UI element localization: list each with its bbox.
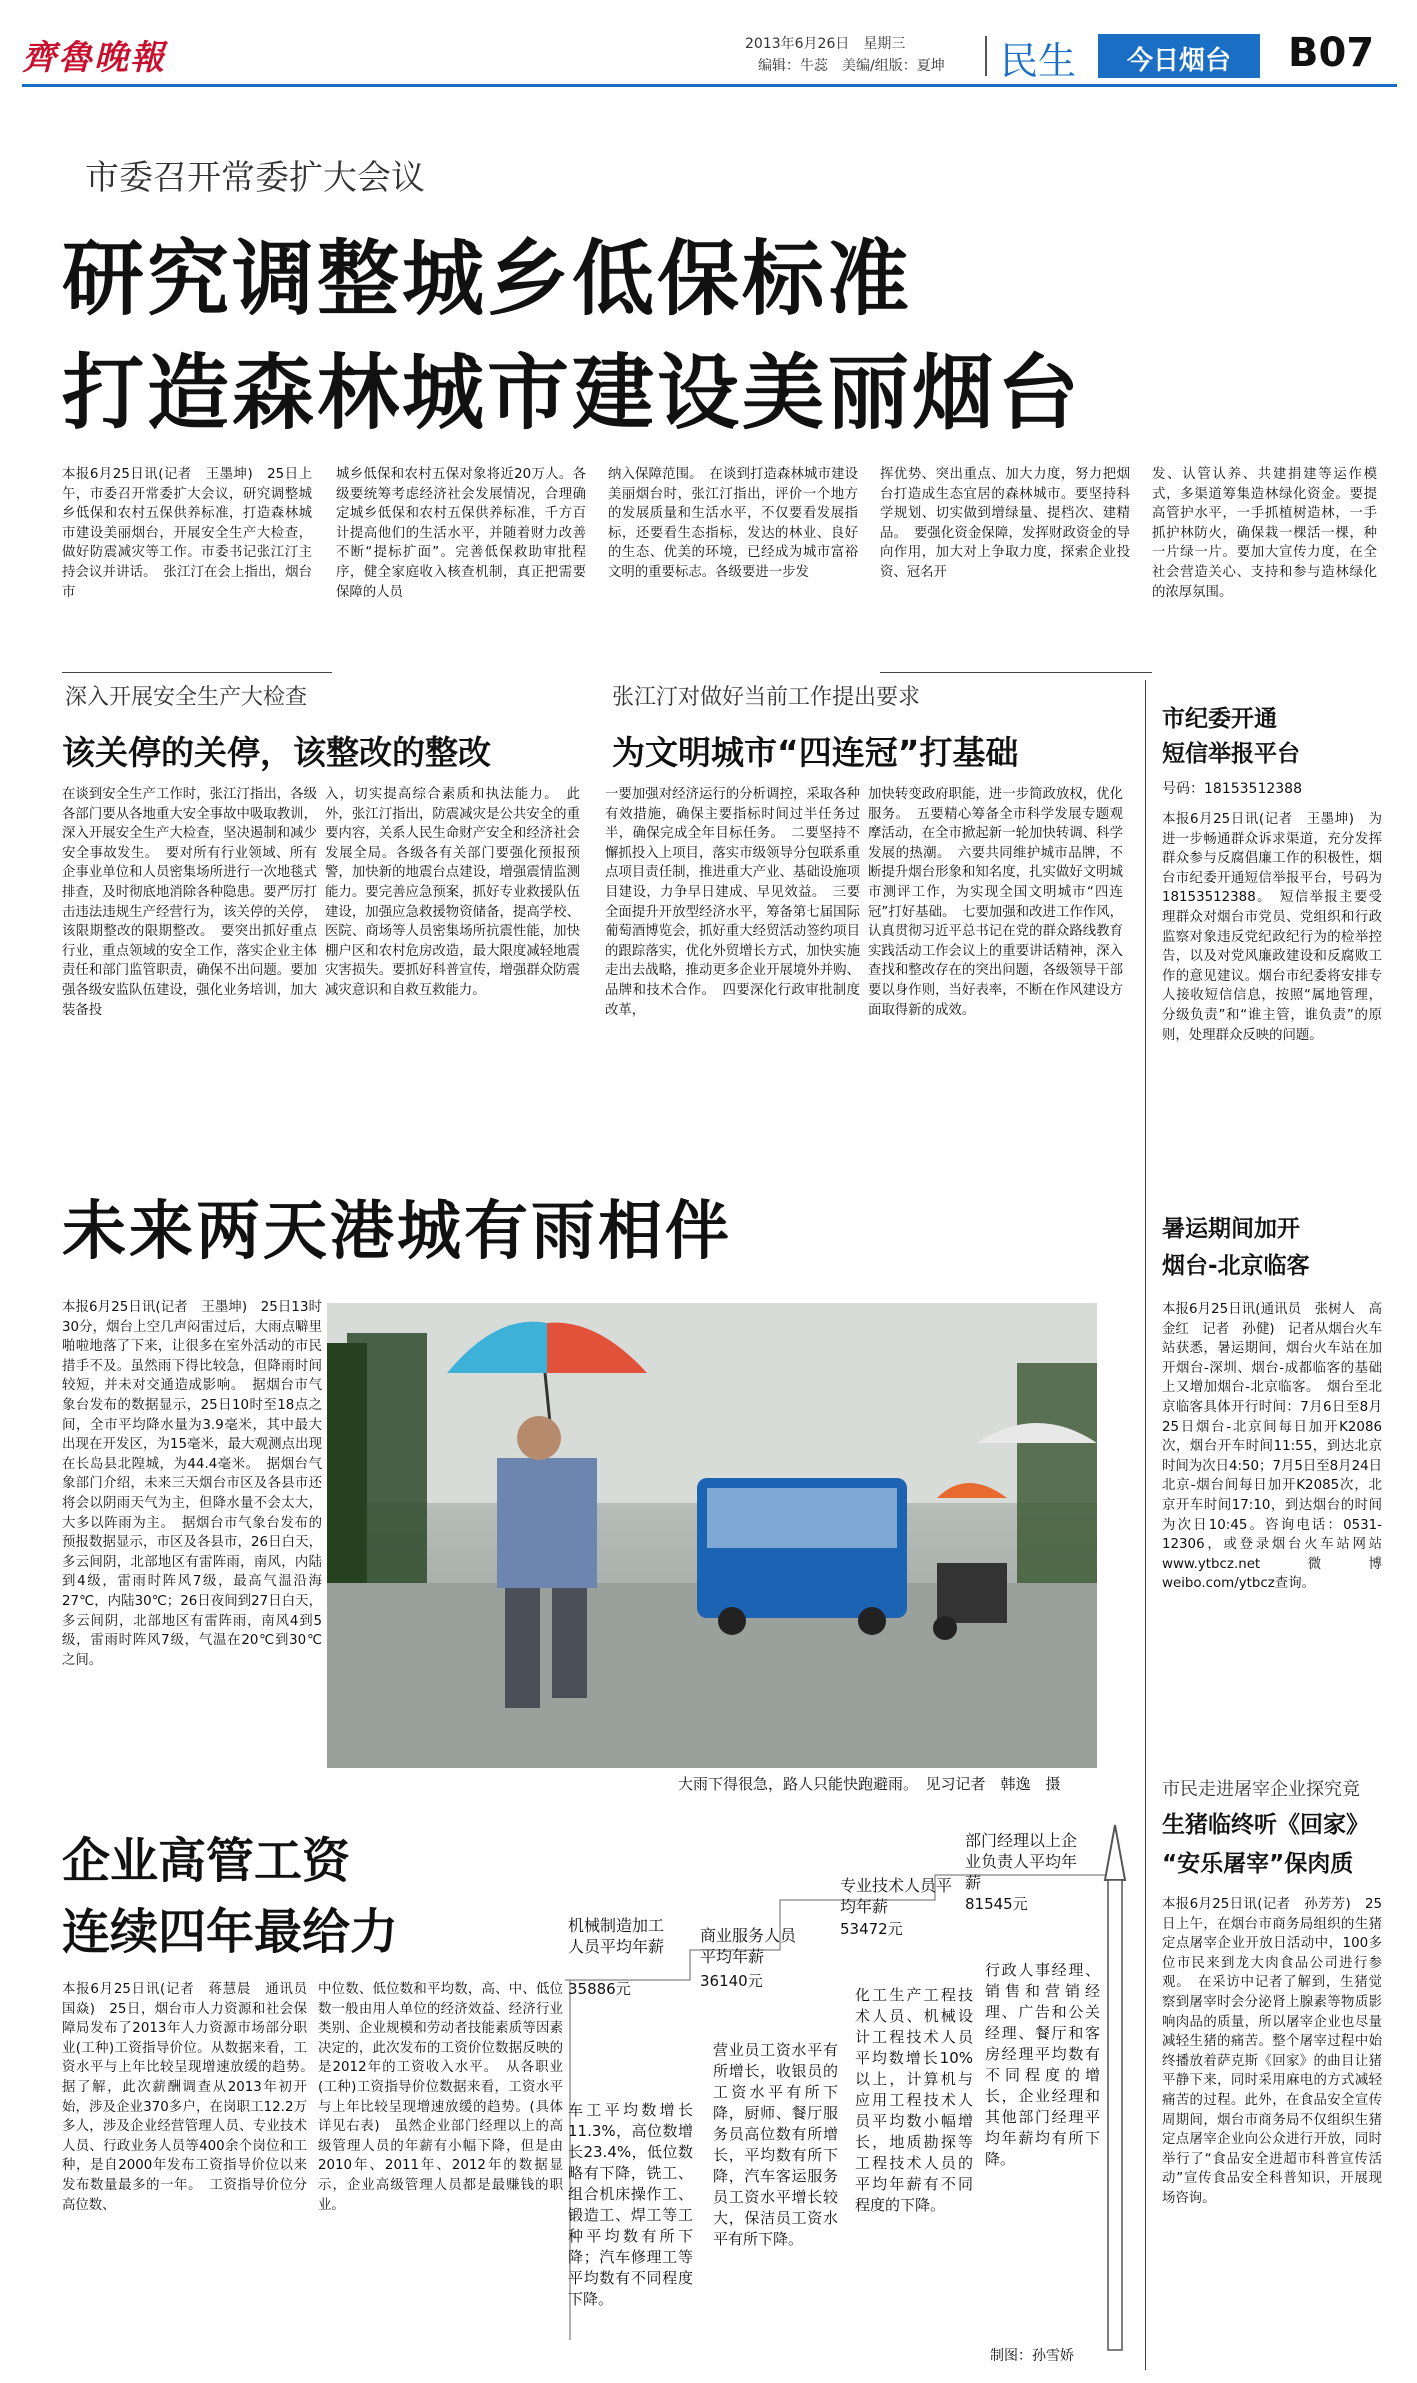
- lead-headline-line2: 打造森林城市建设美丽烟台: [62, 346, 1083, 441]
- side1-title-line1: 市纪委开通: [1162, 706, 1277, 732]
- step1-value: 35886元: [568, 1980, 631, 1998]
- lead-col-2: 城乡低保和农村五保对象将近20万人。各级要统筹考虑经济社会发展情况，合理确定城乡低保和农村五保供养标准，千方百计提高他们的生活水平，并随着财力改善不断“提标扩面”。完善低保救助审批程序，健全家庭收入核查机制，真正把需要保障的人员: [336, 467, 586, 600]
- rule-left: [62, 672, 332, 673]
- step4-title: 部门经理以上企业负责人平均年薪: [965, 1831, 1078, 1892]
- step4-desc: 行政人事经理、销售和营销经理、广告和公关经理、餐厅和客房经理平均数有不同程度的增长，企业经理和其他部门经理平均年薪均有所下降。: [985, 1961, 1100, 2168]
- salary-col-2: 中位数、低位数和平均数，高、中、低位数一般由用人单位的经济效益、经济行业类别、企业规模和劳动者技能素质等因素决定的，此次发布的工资价位数据反映的是2012年的工资收入水平。 从各职业(工种)工资指导价位数据来看，工资水平与上年比较呈现增速放缓的趋势。(具体详见右表) 虽然企业部门经理以上的高级管理人员的年薪有小幅下降，但是由2010年、2011年、2012年的数据显示，企业高级管理人员都是最赚钱的职业。: [318, 1982, 563, 2213]
- salary-headline-line2: 连续四年最给力: [62, 1904, 399, 1960]
- rule-right: [880, 672, 1152, 673]
- step3-value: 53472元: [840, 1920, 903, 1938]
- lead-col-4: 挥优势、突出重点、加大力度，努力把烟台打造成生态宜居的森林城市。要坚持科学规划、切实做到增绿量、提档次、建精品。 要强化资金保障，发挥财政资金的导向作用，加大对上争取力度，探索企业投资、冠名开: [880, 467, 1130, 580]
- rain-headline: 未来两天港城有雨相伴: [62, 1195, 732, 1269]
- step2-desc: 营业员工资水平有所增长，收银员的工资水平有所下降，厨师、餐厅服务员高位数有所增长，平均数有所下降，汽车客运服务员工资水平增长较大，保洁员工资水平有所下降。: [713, 2041, 838, 2248]
- side2-title-line1: 暑运期间加开: [1162, 1216, 1300, 1242]
- side2-title-line2: 烟台-北京临客: [1162, 1253, 1310, 1279]
- side3-title-line1: 生猪临终听《回家》: [1162, 1812, 1369, 1838]
- lead-headline-line1: 研究调整城乡低保标准: [62, 232, 913, 327]
- side3-title-line2: “安乐屠宰”保肉质: [1162, 1851, 1354, 1877]
- lead-col-5: 发、认管认养、共建捐建等运作模式，多渠道筹集造林绿化资金。要提高管护水平，一手抓植树造林，一手抓护林防火，确保栽一棵活一棵，种一片绿一片。要加大宣传力度，在全社会营造关心、支持和参与造林绿化的浓厚氛围。: [1152, 467, 1377, 600]
- editor-credits: 编辑：牛蕊 美编/组版：夏坤: [758, 58, 945, 74]
- safety-col-1: 在谈到安全生产工作时，张江汀指出，各级各部门要从各地重大安全事故中吸取教训，深入开展安全生产大检查，坚决遏制和减少安全事故发生。 要对所有行业领域、所有企事业单位和人员密集场所进行一次地毯式排查，及时彻底地消除各种隐患。要严厉打击违法违规生产经营行为，该关停的关停，该限期整改的限期整改。 要突出抓好重点行业，重点领域的安全工作，落实企业主体责任和部门监管职责，确保不出问题。要加强各级安监队伍建设，强化业务培训，加大装备投: [62, 787, 317, 1018]
- chart-credit: 制图：孙雪娇: [990, 2348, 1074, 2364]
- lead-col-3: 纳入保障范围。 在谈到打造森林城市建设美丽烟台时，张江汀指出，评价一个地方的发展质量和生活水平，不仅要看发展指标，还要看生态指标，发达的林业、良好的生态、优美的环境，已经成为城市富裕文明的重要标志。各级要进一步发: [608, 467, 858, 580]
- safety-col-2: 入，切实提高综合素质和执法能力。 此外，张江汀指出，防震减灾是公共安全的重要内容，关系人民生命财产安全和经济社会发展全局。各级各有关部门要强化预报预警，加快新的地震台点建设，增强震情监测能力。要完善应急预案，抓好专业救援队伍建设，加强应急救援物资储备，提高学校、医院、商场等人员密集场所抗震性能，加快棚户区和农村危房改造，最大限度减轻地震灾害损失。要抓好科普宣传，增强群众防震减灾意识和自救互救能力。: [325, 787, 580, 998]
- salary-headline-line1: 企业高管工资: [62, 1833, 351, 1889]
- rain-photo-caption: 大雨下得很急，路人只能快跑避雨。 见习记者 韩逸 摄: [678, 1775, 1061, 1793]
- step2-title: 商业服务人员平均年薪: [700, 1926, 797, 1966]
- safety-kicker: 深入开展安全生产大检查: [65, 685, 308, 710]
- masthead-divider: [985, 36, 987, 76]
- safety-headline: 该关停的关停，该整改的整改: [62, 733, 491, 772]
- region-tag-label: 今日烟台: [1126, 46, 1231, 76]
- civil-headline: 为文明城市“四连冠”打基础: [612, 733, 1019, 772]
- rain-photo: [327, 1303, 1097, 1768]
- issue-date: 2013年6月26日 星期三: [745, 36, 906, 52]
- step1-title: 机械制造加工人员平均年薪: [568, 1916, 665, 1956]
- step4-value: 81545元: [965, 1895, 1028, 1913]
- side1-body: 本报6月25日讯(记者 王墨坤) 为进一步畅通群众诉求渠道，充分发挥群众参与反腐倡廉工作的积极性，烟台市纪委开通短信举报平台，号码为18153512388。 短信举报主要受理群众对烟台市党员、党组织和行政监察对象违反党纪政纪行为的检举控告，以及对党风廉政建设和反腐败工作的意见建议。烟台市纪委将安排专人接收短信信息，按照“属地管理，分级负责”和“谁主管，谁负责”的原则，处理群众反映的问题。: [1162, 812, 1382, 1043]
- section-name: 民生: [1000, 39, 1077, 83]
- civil-col-1: 一要加强对经济运行的分析调控，采取各种有效措施，确保主要指标时间过半任务过半，确保完成全年目标任务。 二要坚持不懈抓投入上项目，落实市级领导分包联系重点项目责任制，推进重大产业、基础设施项目建设，力争早日建成、早见效益。 三要全面提升开放型经济水平，筹备第七届国际葡萄酒博览会，抓好重大经贸活动签约项目的跟踪落实，优化外贸增长方式，加快实施走出去战略，推动更多企业开展境外并购、品牌和技术合作。 四要深化行政审批制度改革，: [605, 787, 860, 1018]
- step3-title: 专业技术人员平均年薪: [840, 1876, 953, 1916]
- salary-col-1: 本报6月25日讯(记者 蒋慧晨 通讯员 国焱) 25日，烟台市人力资源和社会保障局发布了2013年人力资源市场部分职业(工种)工资指导价位。从数据来看，工资水平与上年比较呈现增速放缓的趋势。 据了解，此次薪酬调查从2013年初开始，涉及企业370多户，在岗职工12.2万多人，涉及企业经营管理人员、专业技术人员、行政业务人员等400余个岗位和工种，是自2000年发布工资指导价位以来发布数量最多的一年。 工资指导价位分高位数、: [62, 1982, 321, 2213]
- side1-number: 号码：18153512388: [1162, 781, 1302, 797]
- side3-body: 本报6月25日讯(记者 孙芳芳) 25日上午，在烟台市商务局组织的生猪定点屠宰企业开放日活动中，100多位市民来到龙大肉食品公司进行参观。 在采访中记者了解到，生猪觉察到屠宰时会分泌肾上腺素等物质影响肉品的质量，所以屠宰企业也尽量减轻生猪的痛苦。整个屠宰过程中始终播放着萨克斯《回家》的曲目让猪平静下来，同时采用麻电的方式减轻痛苦的过程。此外，在食品安全宣传周期间，烟台市商务局不仅组织生猪定点屠宰企业向公众进行开放，同时举行了“食品安全进超市科普宣传活动”宣传食品安全科普知识，开展现场咨询。: [1162, 1897, 1382, 2206]
- lead-kicker: 市委召开常委扩大会议: [85, 158, 425, 198]
- side3-kicker: 市民走进屠宰企业探究竟: [1162, 1779, 1360, 1800]
- page-number: B07: [1288, 30, 1375, 76]
- step3-desc: 化工生产工程技术人员、机械设计工程技术人员平均数增长10%以上，计算机与应用工程技术人员平均数小幅增长，地质勘探等工程技术人员的平均年薪有不同程度的下降。: [855, 1986, 973, 2214]
- side1-title-line2: 短信举报平台: [1162, 741, 1300, 767]
- lead-col-1: 本报6月25日讯(记者 王墨坤) 25日上午，市委召开常委扩大会议，研究调整城乡低保和农村五保供养标准，打造森林城市建设美丽烟台，开展安全生产大检查，做好防震减灾等工作。市委书记张江汀主持会议并讲话。 张江汀在会上指出，烟台市: [62, 467, 312, 600]
- masthead-rule: [22, 84, 1397, 87]
- side2-body: 本报6月25日讯(通讯员 张树人 高金红 记者 孙健) 记者从烟台火车站获悉，暑运期间，烟台火车站在加开烟台-深圳、烟台-成都临客的基础上又增加烟台-北京临客。 烟台至北京临客具体开行时间：7月6日至8月25日烟台-北京间每日加开K2086次，烟台开车时间11:55，到达北京时间为次日4:50；7月5日至8月24日北京-烟台间每日加开K2085次，北京开车时间17:10，到达烟台的时间为次日10:45。咨询电话：0531-12306，或登录烟台火车站网站www.ytbcz.net微博weibo.com/ytbcz查询。: [1162, 1302, 1382, 1592]
- step2-value: 36140元: [700, 1972, 763, 1990]
- civil-col-2: 加快转变政府职能，进一步简政放权，优化服务。 五要精心筹备全市科学发展专题观摩活动，在全市掀起新一轮加快转调、科学发展的热潮。 六要共同维护城市品牌，不断提升烟台形象和知名度，扎实做好文明城市测评工作，为实现全国文明城市“四连冠”打好基础。 七要加强和改进工作作风，认真贯彻习近平总书记在党的群众路线教育实践活动工作会议上的重要讲话精神，深入查找和整改存在的突出问题，各级领导干部要以身作则，当好表率，不断在作风建设方面取得新的成效。: [868, 787, 1123, 1018]
- step1-desc: 车工平均数增长11.3%，高位数增长23.4%，低位数略有下降，铣工、组合机床操作工、锻造工、焊工等工种平均数有所下降；汽车修理工等平均数有不同程度下降。: [568, 2101, 693, 2308]
- newspaper-logo: 齊魯晚報: [22, 38, 166, 78]
- civil-kicker: 张江汀对做好当前工作提出要求: [612, 685, 921, 710]
- rain-body: 本报6月25日讯(记者 王墨坤) 25日13时30分，烟台上空几声闷雷过后，大雨点噼里啪啦地落了下来，让很多在室外活动的市民措手不及。虽然雨下得比较急，但降雨时间较短，并未对交通造成影响。 据烟台市气象台发布的数据显示，25日10时至18点之间，全市平均降水量为3.9毫米，其中最大出现在开发区，为15毫米，最大观测点出现在长岛县北隍城，为44.4毫米。 据烟台气象部门介绍，未来三天烟台市区及各县市还将会以阴雨天气为主，但降水量不会太大，大多以阵雨为主。 据烟台市气象台发布的预报数据显示，市区及各县市，26日白天，多云间阴，北部地区有雷阵雨，南风，内陆到4级，雷雨时阵风7级，最高气温沿海27℃，内陆30℃；26日夜间到27日白天，多云间阴，北部地区有雷阵雨，南风4到5级，雷雨时阵风7级，气温在20℃到30℃之间。: [62, 1300, 322, 1668]
